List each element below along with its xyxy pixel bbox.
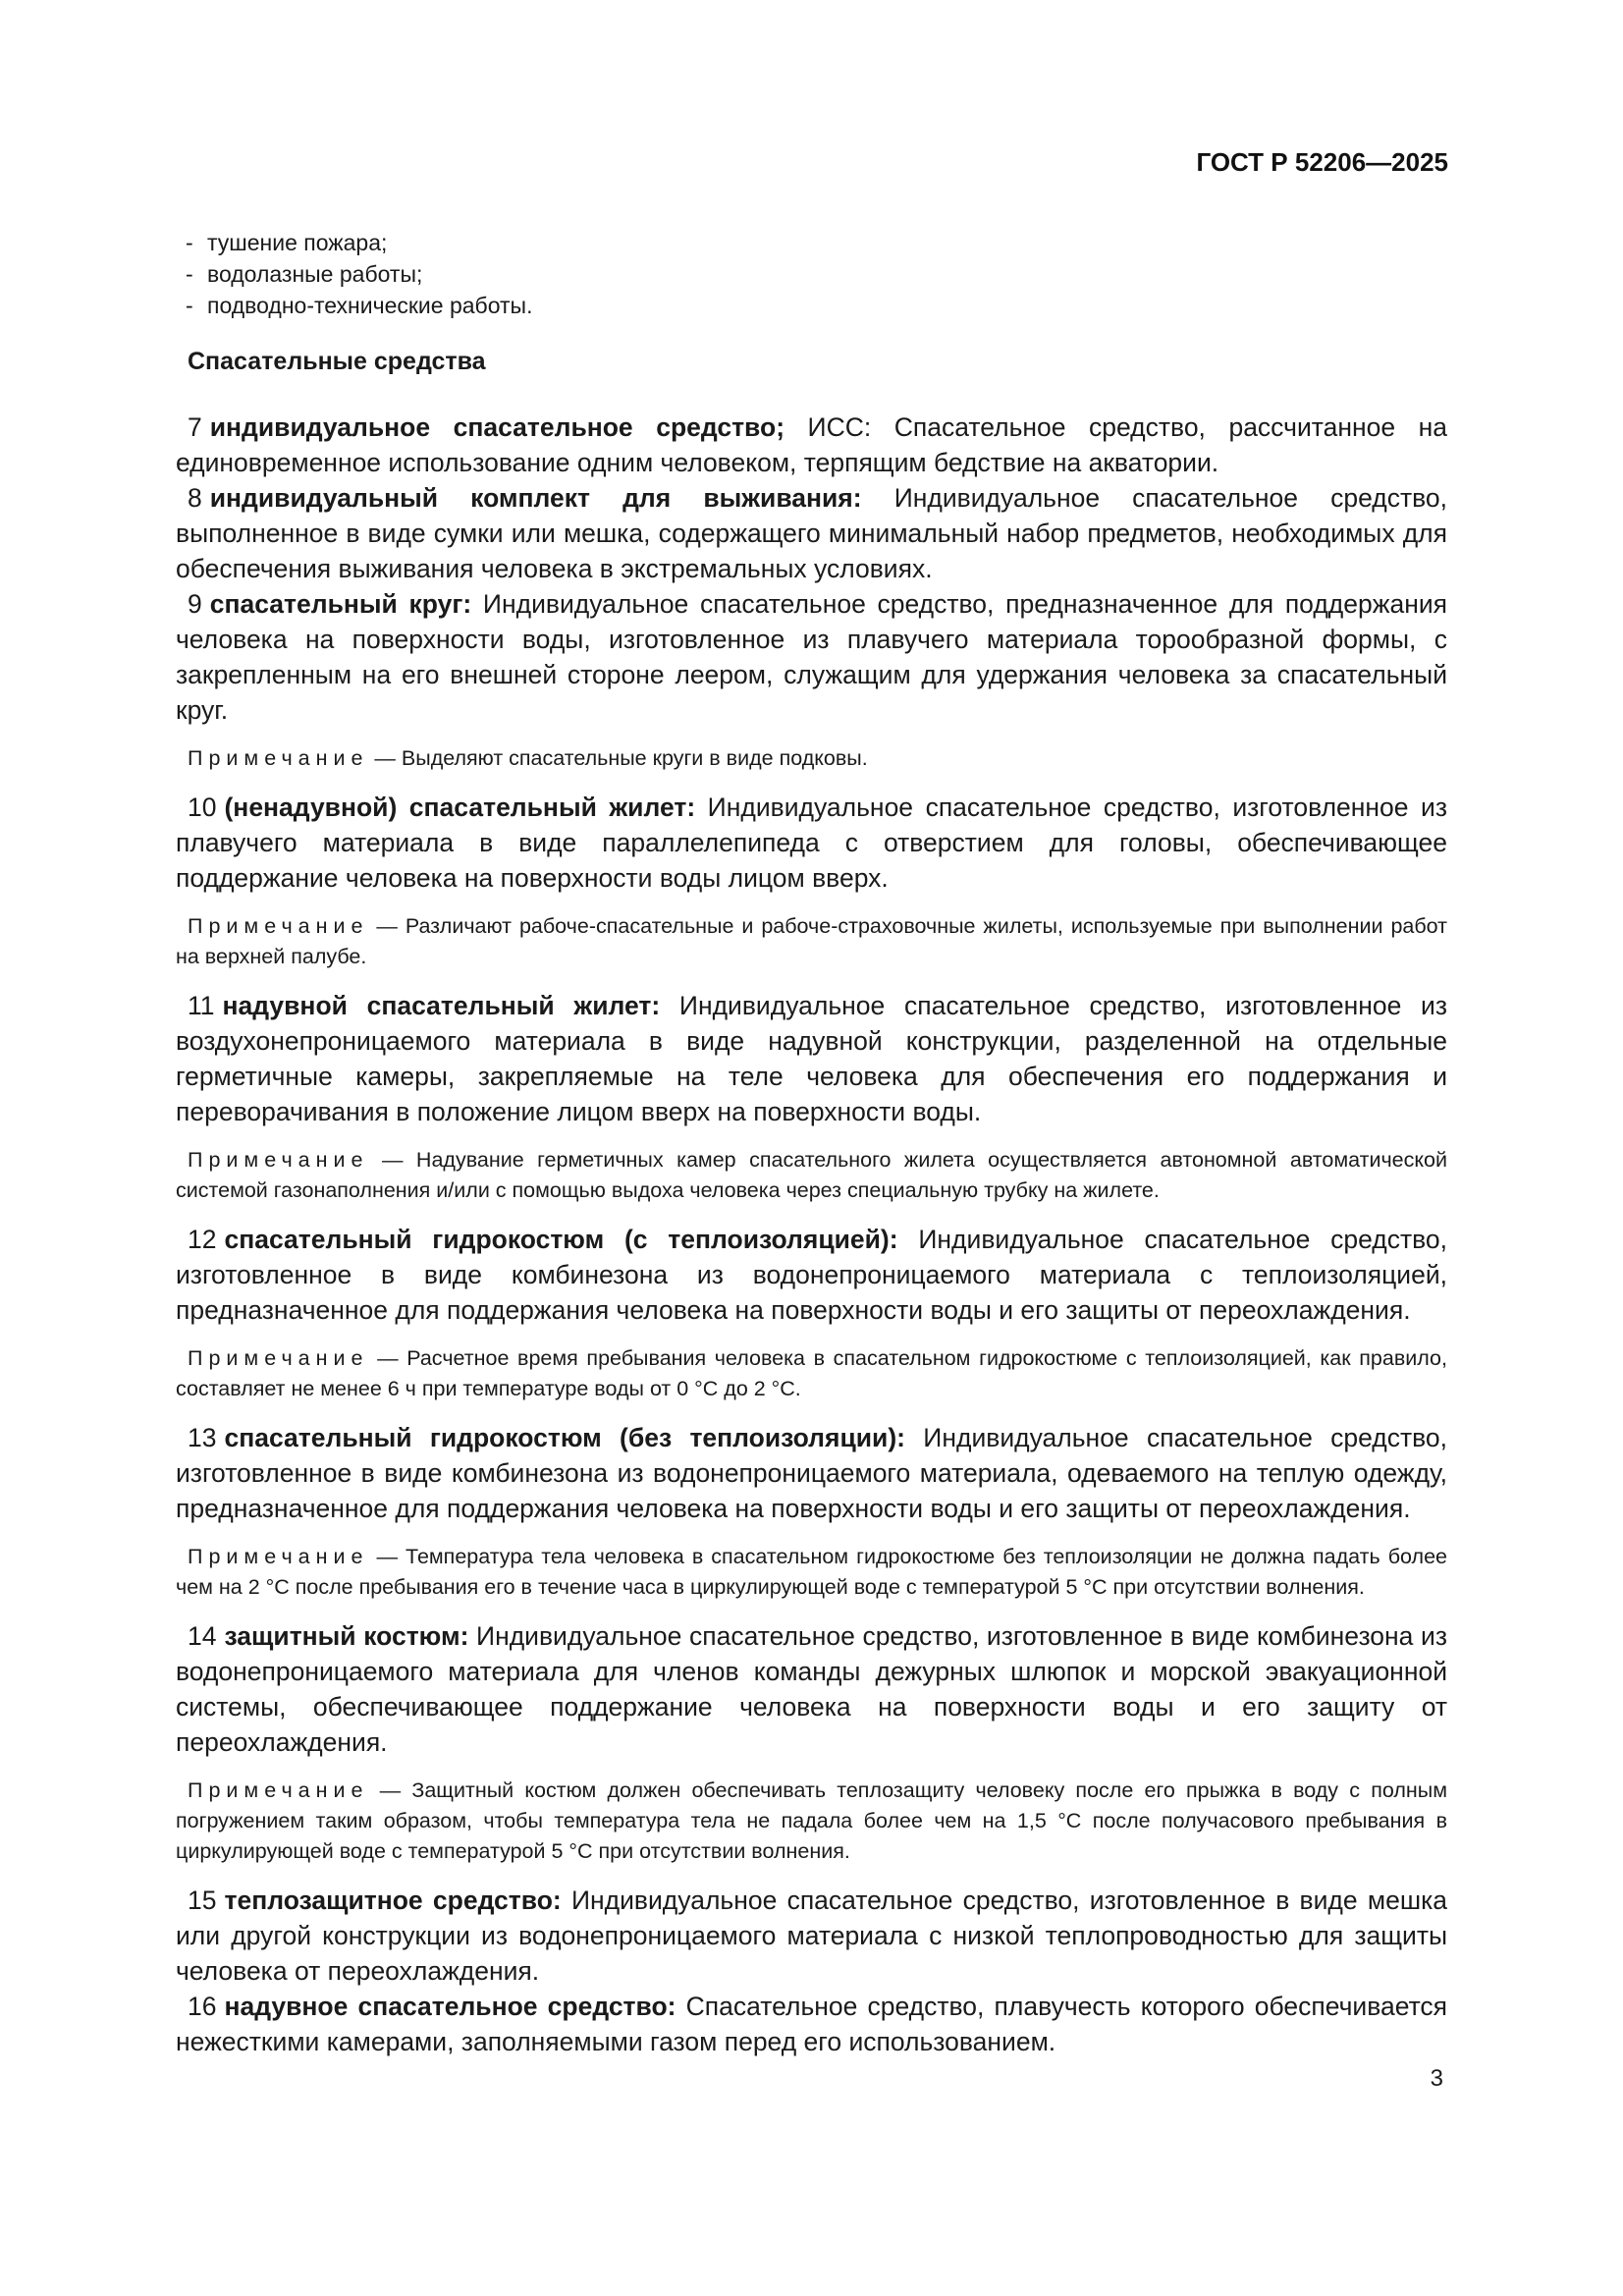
term-9: 9 спасательный круг: Индивидуальное спасательное средство, предназначенное для поддержания человека на поверхности воды, изготовленное из плавучего материала торообразной формы, с закрепленным на его внешней стороне леером, служащим для удержания человека за спасательный круг.	[176, 589, 1447, 725]
term-16: 16 надувное спасательное средство: Спасательное средство, плавучесть которого обеспечивается нежесткими камерами, заполняемыми газом перед его использованием.	[176, 1992, 1448, 2056]
term-11: 11 надувной спасательный жилет: Индивидуальное спасательное средство, изготовленное из воздухонепроницаемого материала в виде надувной конструкции, разделенной на отдельные герметичные камеры, закрепляемые на теле человека для обеспечения его поддержания и переворачивания в положение лицом вверх на поверхности воды.	[176, 991, 1448, 1126]
term-7: 7 индивидуальное спасательное средство; ИСС: Спасательное средство, рассчитанное на единовременное использование одним человеком, терпящим бедствие на акватории.	[176, 412, 1447, 477]
page-content	[176, 227, 1447, 2059]
term-15: 15 теплозащитное средство: Индивидуальное спасательное средство, изготовленное в виде мешка или другой конструкции из водонепроницаемого материала с низкой теплопроводностью для защиты человека от переохлаждения.	[176, 1886, 1447, 1986]
note-9: Примечание — Выделяют спасательные круги в виде подковы.	[188, 746, 868, 770]
page-number: 3	[1430, 2065, 1443, 2092]
note-13: Примечание — Температура тела человека в спасательном гидрокостюме без теплоизоляции не должна падать более чем на 2 °С после пребывания его в течение часа в циркулирующей воде с температурой 5 °С при отсутствии волнения.	[176, 1545, 1447, 1599]
note-11: Примечание — Надувание герметичных камер спасательного жилета осуществляется автономной автоматической системой газонаполнения и/или с помощью выдоха человека через специальную трубку на жилете.	[176, 1148, 1447, 1202]
document-code: ГОСТ Р 52206—2025	[1196, 147, 1448, 177]
list-item: - тушение пожара;	[186, 230, 388, 255]
term-10: 10 (ненадувной) спасательный жилет: Индивидуальное спасательное средство, изготовленное из плавучего материала в виде параллелепипеда с отверстием для головы, обеспечивающее поддержание человека на поверхности воды лицом вверх.	[176, 793, 1448, 893]
note-12: Примечание — Расчетное время пребывания человека в спасательном гидрокостюме с теплоизоляцией, как правило, составляет не менее 6 ч при температуре воды от 0 °С до 2 °С.	[176, 1346, 1447, 1400]
term-14: 14 защитный костюм: Индивидуальное спасательное средство, изготовленное в виде комбинезона из водонепроницаемого материала для членов команды дежурных шлюпок и морской эвакуационной системы, обеспечивающее поддержание человека на поверхности воды и его защиту от переохлаждения.	[176, 1621, 1447, 1757]
section-title: Спасательные средства	[188, 348, 486, 375]
term-13: 13 спасательный гидрокостюм (без теплоизоляции): Индивидуальное спасательное средство, изготовленное в виде комбинезона из водонепроницаемого материала, одеваемого на теплую одежду, предназначенное для поддержания человека на поверхности воды и его защиты от переохлаждения.	[176, 1423, 1447, 1523]
activity-list	[176, 227, 1447, 321]
term-8: 8 индивидуальный комплект для выживания: Индивидуальное спасательное средство, выполненное в виде сумки или мешка, содержащего минимальный набор предметов, необходимых для обеспечения выживания человека в экстремальных условиях.	[176, 483, 1447, 583]
note-10: Примечание — Различают рабоче-спасательные и рабоче-страховочные жилеты, используемые при выполнении работ на верхней палубе.	[176, 914, 1447, 968]
list-item: - подводно-технические работы.	[186, 293, 533, 318]
note-14: Примечание — Защитный костюм должен обеспечивать теплозащиту человеку после его прыжка в воду с полным погружением таким образом, чтобы температура тела не падала более чем на 1,5 °С после получасового пребывания в циркулирующей воде с температурой 5 °С при отсутствии волнения.	[176, 1778, 1447, 1863]
term-12: 12 спасательный гидрокостюм (с теплоизоляцией): Индивидуальное спасательное средство, изготовленное в виде комбинезона из водонепроницаемого материала с теплоизоляцией, предназначенное для поддержания человека на поверхности воды и его защиты от переохлаждения.	[176, 1225, 1447, 1325]
list-item: - водолазные работы;	[186, 261, 423, 287]
